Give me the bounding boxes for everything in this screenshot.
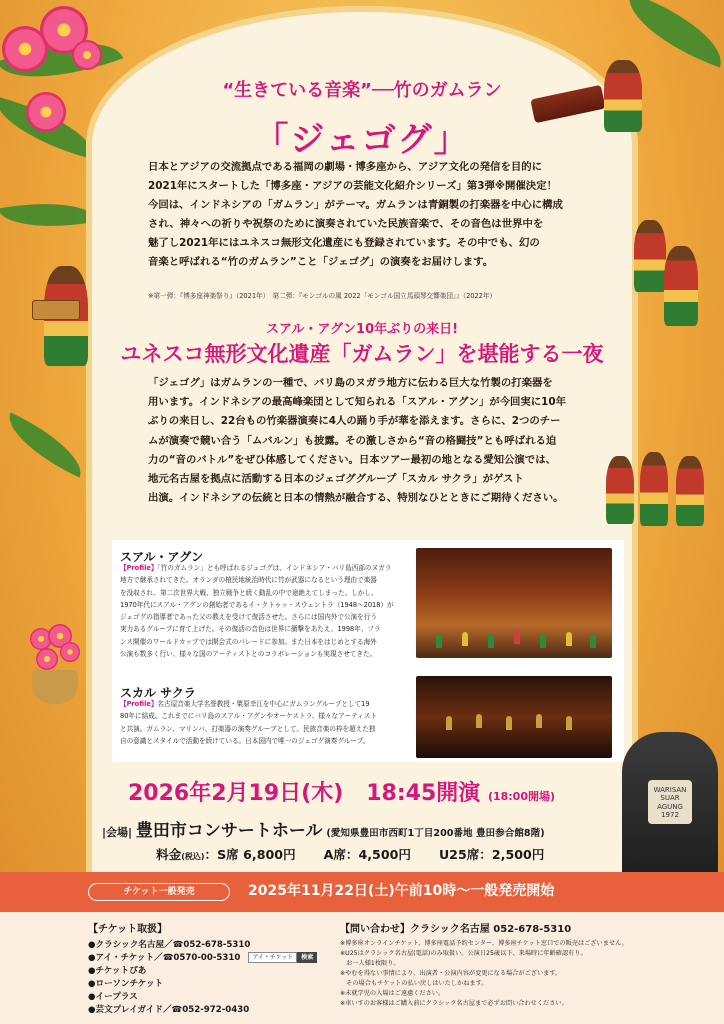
contact-note: ※車いすのお客様はご購入前にクラシック名古屋まで必ずお問い合わせください。: [340, 1000, 568, 1007]
ticket-outlet-item: ●芸文プレイガイド／☎052-972-0430: [88, 1005, 250, 1015]
intro-paragraph: [148, 158, 586, 272]
ticket-outlet-item: ●イープラス: [88, 992, 138, 1002]
body-line: 出演。インドネシアの伝統と日本の情熱が融合する、特別なひとときにご期待ください。: [148, 492, 564, 505]
body-line: ぶりの来日し、22台もの竹楽器演奏に4人の踊り手が華を添えます。さらに、2つのチー: [148, 415, 561, 428]
event-date: 2026年2月19日(木): [128, 781, 344, 806]
contact-note: ※博多座オンラインチケット、博多座電話予約センター、博多座チケット窓口での販売はございません。: [340, 940, 628, 947]
profile-line: 公演も数多く行い、様々な国のアーティストとのコラボレーションも実現させてきた。: [120, 650, 377, 659]
contact-heading: 【問い合わせ】クラシック名古屋 052-678-5310: [340, 924, 572, 935]
event-title: 「ジェゴグ」: [254, 120, 470, 160]
profile-line: ジェゴグの指導者であった父の教えを受けて復活させた。さらには国内外で公演を行う: [120, 613, 377, 622]
profile-tag: 【Profile】: [120, 564, 158, 572]
contact-note: ※U25はクラシック名古屋(電話)のみ取扱い。公演日25歳以下、来場時に年齢確認有り。: [340, 950, 587, 957]
ticket-outlets: [88, 920, 344, 1017]
profile-line: を没収され、第二次世界大戦、独立戦争と続く動乱の中で途絶えてしまった。しかし、: [120, 588, 378, 597]
intro-line: 音楽と呼ばれる“竹のガムラン”こと「ジェゴグ」の演奏をお届けします。: [148, 256, 494, 268]
section-paragraph: [148, 374, 584, 508]
body-line: 地元名古屋を拠点に活動する日本のジェゴググループ「スカル サクラ」がゲスト: [148, 473, 524, 486]
venue-address: (愛知県豊田市西町1丁目200番地 豊田参合館8階): [326, 828, 545, 839]
price-s-seat: ：S席 6,800円: [204, 847, 296, 862]
venue-name: 豊田市コンサートホール: [135, 821, 323, 841]
contact-note: その場合もチケットの払い戻しはいたしかねます。: [340, 980, 488, 987]
profile-text-sukar-sakura: [120, 698, 416, 747]
drum-icon: [32, 300, 80, 320]
intro-line: 2021年にスタートした「博多座・アジアの芸能文化紹介シリーズ」第3弾※開催決定！: [148, 180, 557, 192]
body-line: ムが演奏で競い合う「ムバルン」も披露。その激しさから“音の格闘技”とも呼ばれる迫: [148, 434, 557, 447]
section-headline: ユネスコ無形文化遺産「ガムラン」を堪能する一夜: [120, 342, 604, 366]
profile-name-sukar-sakura: スカル サクラ: [120, 686, 196, 700]
profile-line: 地方で継承されてきた。オランダの植民地統治時代に竹が武器になるという理由で楽器: [120, 576, 377, 585]
profile-line: と共演。ガムラン、マリンバ、打楽器の演奏グループとして、民族音楽の枠を超えた独: [120, 724, 376, 733]
dancer-figure: [640, 452, 668, 526]
body-line: 力の“音のバトル”をぜひ体感してください。日本ツアー最初の地となる愛知公演では、: [148, 453, 556, 466]
profile-name-suar-agung: スアル・アグン: [120, 550, 204, 564]
profile-line: 自の意識とスタイルで活動を続けている。日本国内で唯一のジェゴグ演奏グループ。: [120, 736, 370, 745]
ticket-sale-label: チケット一般発売: [88, 883, 230, 901]
series-footnote: ※第一弾：『博多座神楽祭り』（2021年） 第二弾：『モンゴルの風 2022「モンゴル国立馬頭琴交響楽団」』（2022年）: [148, 292, 497, 300]
contact-info: [340, 920, 700, 1009]
event-date-time: [128, 776, 688, 807]
ticket-sale-date: 2025年11月22日(土)午前10時〜一般発売開始: [248, 883, 555, 899]
price-a-seat: A席：4,500円: [323, 847, 411, 862]
section-lead: スアル・アグン10年ぶりの来日!: [265, 322, 459, 337]
search-button[interactable]: 検索: [297, 952, 317, 963]
dancer-figure: [676, 456, 704, 526]
profile-line: 80年に結成。これまでにバリ島のスアル・アグンやオーケストラ、様々なアーティスト: [120, 712, 377, 721]
suar-agung-performance-photo: [416, 548, 612, 658]
profile-tag: 【Profile】: [120, 700, 158, 708]
intro-line: 今回は、インドネシアの「ガムラン」がテーマ。ガムランは青銅製の打楽器を中心に構成: [148, 199, 563, 211]
flower-offering-basket-image: [26, 624, 84, 706]
event-subtitle: “生きている音楽”──竹のガムラン: [222, 80, 502, 101]
profile-text-suar-agung: [120, 562, 416, 660]
event-time: 18:45開演: [366, 781, 481, 806]
ticket-outlet-item: ●アイ・チケット／☎0570-00-5310 アイ・チケット 検索: [88, 952, 344, 965]
price-line: [156, 844, 596, 863]
price-tax-note: (税込): [181, 852, 205, 861]
profile-line: ンス開催のワールドカップでは開会式のパレードに参加。また日本をはじめとする海外: [120, 637, 377, 646]
intro-line: 魅了し2021年にはユネスコ無形文化遺産にも登録されています。その中でも、幻の: [148, 237, 540, 249]
profile-line: 「竹のガムラン」とも呼ばれるジェゴグは、インドネシア・バリ島西部のヌガラ: [157, 564, 392, 572]
ticket-outlet-item: ●チケットぴあ: [88, 966, 147, 976]
dancer-figure: [606, 456, 634, 524]
profile-line: 実力あるグループに育て上げた。その復活の音色は世界に衝撃をあたえ、1998年、フラ: [120, 625, 381, 634]
doors-open: (18:00開場): [487, 790, 556, 803]
intro-line: され、神々への祈りや祝祭のために演奏されていた民族音楽で、その音色は世界中を: [148, 218, 544, 230]
dancer-figure: [634, 220, 666, 292]
ticket-outlet-item: ●クラシック名古屋／☎052-678-5310: [88, 940, 251, 950]
contact-note: ※やむを得ない事情により、出演者・公演内容が変更になる場合がございます。: [340, 970, 562, 977]
contact-note: お一人様1枚限り。: [340, 960, 400, 967]
contact-note: ※未就学児の入場はご遠慮ください。: [340, 990, 445, 997]
frangipani-flower-icon: [72, 40, 102, 70]
intro-line: 日本とアジアの交流拠点である福岡の劇場・博多座から、アジア文化の発信を目的に: [148, 161, 543, 173]
search-box[interactable]: アイ・チケット: [248, 952, 297, 963]
body-line: 「ジェゴグ」はガムランの一種で、バリ島のヌガラ地方に伝わる巨大な竹製の打楽器を: [148, 377, 553, 389]
dancer-figure: [664, 246, 698, 326]
ticket-outlets-heading: 【チケット取扱】: [88, 924, 168, 935]
profile-line: 1970年代にスアル・アグンの創始者であるイ・クトゥッ・スウェントラ（1948〜2018）が: [120, 600, 394, 609]
venue-line: [102, 816, 642, 841]
profile-line: 名古屋音楽大学名誉教授・粟原幸江を中心にガムラングループとして19: [157, 700, 370, 708]
ticket-outlet-item: ●ローソンチケット: [88, 979, 164, 989]
shrine-plate-logo: WARISAN SUAR AGUNG 1972: [648, 780, 692, 824]
price-u25-seat: U25席：2,500円: [438, 847, 545, 862]
venue-tag: |会場|: [102, 826, 133, 839]
price-label: 料金: [156, 847, 182, 862]
sukar-sakura-performance-photo: [416, 676, 612, 758]
body-line: 用います。インドネシアの最高峰楽団として知られる「スアル・アグン」が今回実に10年: [148, 396, 567, 409]
